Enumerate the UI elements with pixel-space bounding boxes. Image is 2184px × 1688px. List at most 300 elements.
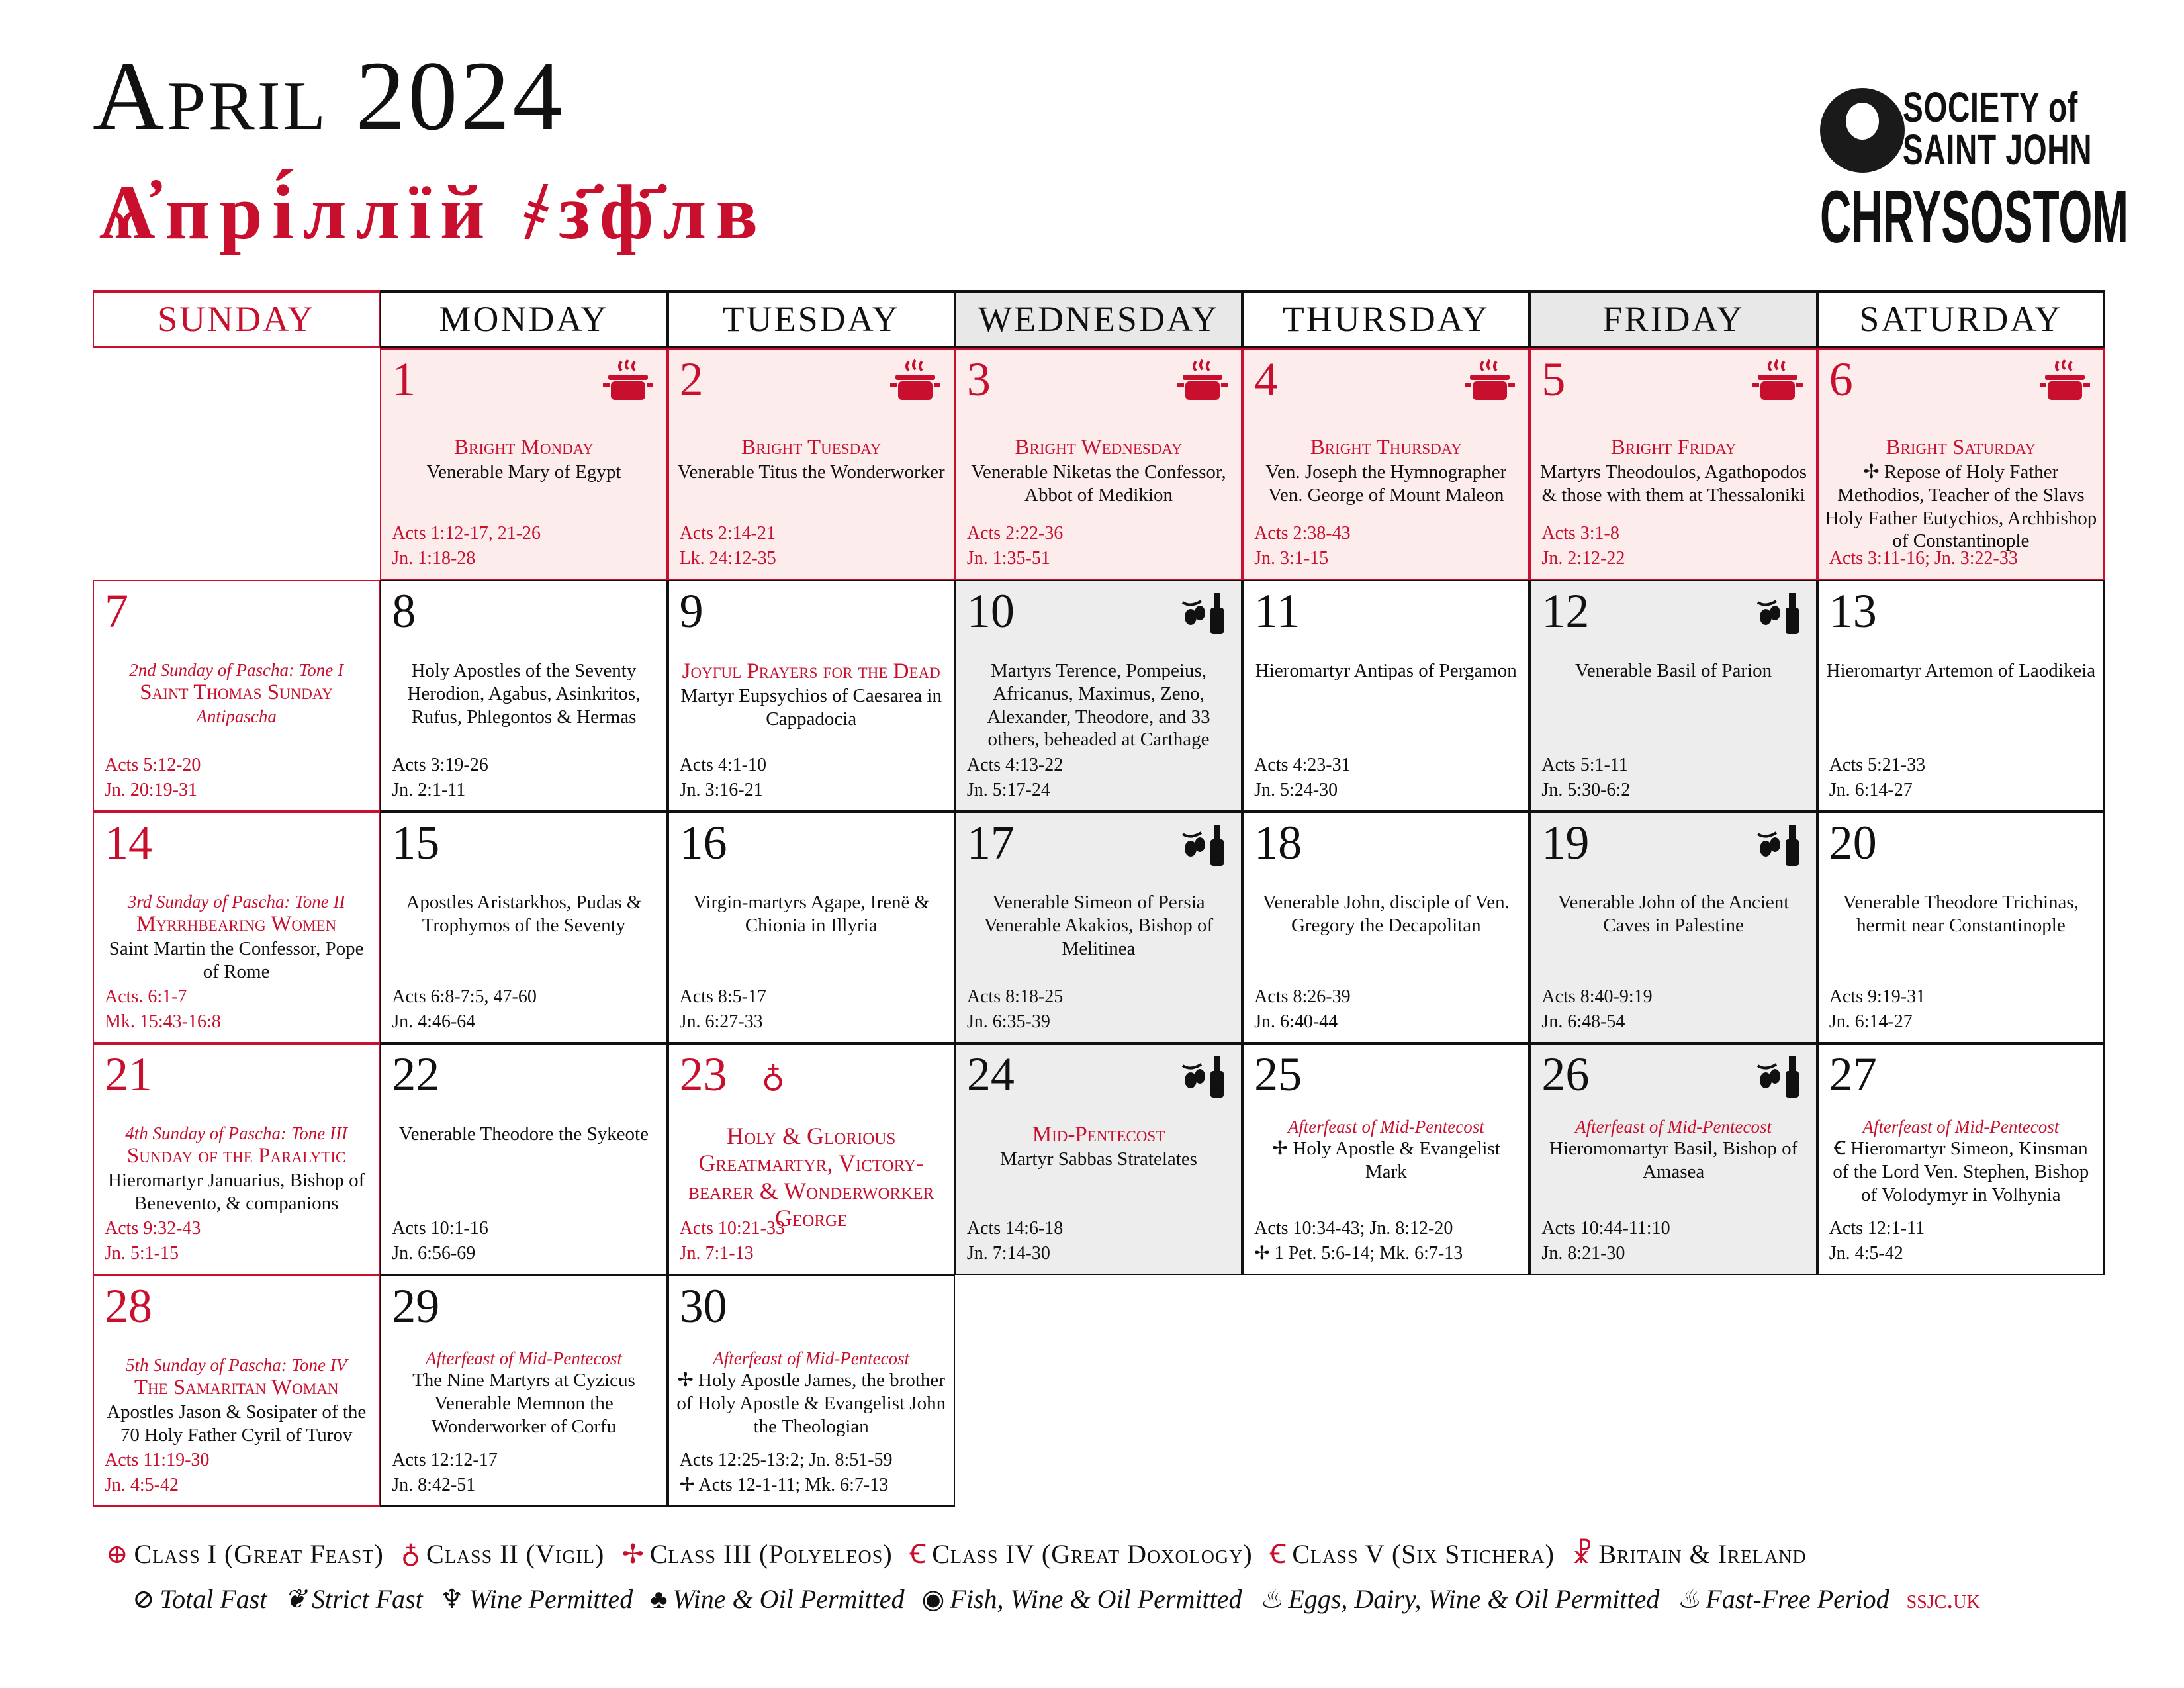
reading-line: Acts 8:26-39 [1254,986,1351,1007]
day-number: 7 [105,585,128,637]
wine-oil-icon [1176,821,1229,867]
day-cell-28 [93,1275,380,1507]
feast-note: 3rd Sunday of Pascha: Tone II [127,892,345,912]
wine-oil-icon [1751,1053,1804,1099]
reading-line: Jn. 5:30-6:2 [1541,780,1631,801]
legend-fast-item [1259,1584,1659,1614]
feast-title: Saint Thomas Sunday [140,680,333,705]
day-commemorations [387,1123,660,1146]
legend-class-item [401,1539,605,1569]
saints-text: Apostles Aristarkhos, Pudas & Trophymos of the Seventy [406,892,642,936]
reading-line: Acts 5:12-20 [105,754,201,775]
reading-line: Jn. 2:12-22 [1541,548,1625,569]
reading-line: Acts 4:1-10 [679,754,766,775]
day-number: 23 [679,1048,727,1101]
day-number: 4 [1254,353,1279,406]
scripture-readings [1254,1216,1463,1267]
legend-fast-icon: ♣ [650,1584,668,1614]
scripture-readings [105,753,201,804]
reading-line: Acts 10:44-11:10 [1541,1217,1670,1239]
reading-line: Jn. 1:35-51 [966,548,1050,569]
fast-free-icon [889,357,942,404]
day-cell-19 [1529,812,1817,1043]
saints-text: Saint Martin the Confessor, Pope of Rome [109,938,364,983]
reading-line: Jn. 3:16-21 [679,780,763,801]
scripture-readings [967,984,1063,1035]
reading-line: Acts 10:21-33 [679,1217,785,1239]
weekday-thursday: THURSDAY [1242,290,1529,348]
reading-line: Acts 8:18-25 [966,986,1064,1007]
scripture-readings [1254,521,1350,572]
day-commemorations [387,891,660,937]
reading-line: Jn. 4:5-42 [1829,1243,1903,1264]
legend-class-label: Class III (Polyeleos) [649,1539,893,1569]
legend-class-icon: Ꞓ [1269,1539,1287,1569]
reading-line: Acts 12:12-17 [392,1449,498,1470]
legend-fast-item [922,1584,1242,1614]
wine-oil-permitted-icon [1176,821,1229,867]
reading-line: Acts 4:23-31 [1254,754,1351,775]
scripture-readings [392,753,488,804]
day-cell-25 [1242,1043,1529,1275]
wine-oil-icon [1751,589,1804,635]
scripture-readings [680,1448,893,1499]
day-cell-11 [1242,580,1529,812]
legend-fast-label: Strict Fast [311,1584,423,1614]
saints-text: Virgin-martyrs Agape, Irenë & Chionia in Illyria [693,892,930,936]
day-commemorations [1249,659,1523,682]
day-number: 16 [679,816,727,869]
feast-note: Afterfeast of Mid-Pentecost [1287,1117,1484,1137]
day-number: 25 [1254,1048,1302,1101]
day-number: 24 [966,1048,1015,1101]
reading-line: Acts 9:19-31 [1829,986,1926,1007]
day-number: 17 [966,816,1015,869]
saints-text: Venerable John, disciple of Ven. Gregory the Decapolitan [1262,892,1510,936]
day-number: 27 [1829,1048,1877,1101]
day-number: 19 [1541,816,1590,869]
feast-note: Afterfeast of Mid-Pentecost [1862,1117,2060,1137]
day-commemorations [99,891,373,984]
wine-oil-permitted-icon [1176,589,1229,635]
site-link[interactable]: ssjc.uk [1906,1584,1980,1614]
fast-free-icon [1463,357,1516,404]
legend-class-item [1270,1539,1555,1569]
scripture-readings [1829,546,2018,572]
day-commemorations [1249,1116,1523,1184]
legend-class-icon: ☧ [1571,1539,1594,1569]
legend-fast-item [1676,1584,1889,1614]
fast-free-icon [1751,357,1804,404]
logo-line-3: CHRYSOSTOM [1820,175,2128,258]
day-commemorations [962,436,1236,507]
saints-text: Ven. Joseph the Hymnographer Ven. George of Mount Maleon [1265,461,1507,506]
reading-line: Acts 3:1-8 [1541,522,1619,543]
society-logo [1820,83,2128,261]
saints-text: ✢ Holy Apostle James, the brother of Holy Apostle & Evangelist John the Theologian [676,1370,946,1437]
saints-text: ✢ Holy Apostle & Evangelist Mark [1271,1138,1500,1183]
reading-line: Acts 2:14-21 [679,522,776,543]
fast-free-icon [1176,357,1229,404]
fast-free-pot-icon [2038,357,2091,404]
reading-line: Jn. 20:19-31 [105,780,197,801]
feast-subnote: Antipascha [196,706,277,727]
reading-line: Acts 4:13-22 [966,754,1064,775]
day-cell-29 [380,1275,667,1507]
day-cell-12 [1529,580,1817,812]
legend-fast-icon: ♆ [439,1584,464,1614]
wine-oil-permitted-icon [1751,821,1804,867]
day-commemorations [962,1123,1236,1171]
day-commemorations [387,1348,660,1438]
saints-text: Venerable Simeon of Persia Venerable Akakios, Bishop of Melitinea [983,892,1214,959]
day-number: 13 [1829,585,1877,637]
reading-line: Acts 10:34-43; Jn. 8:12-20 [1254,1217,1453,1239]
scripture-readings [1541,984,1652,1035]
scripture-readings [392,521,541,572]
reading-line: Acts 5:1-11 [1541,754,1628,775]
day-grid [93,348,2105,1507]
day-number: 3 [966,353,991,406]
day-number: 28 [105,1280,152,1333]
reading-line: Jn. 6:35-39 [966,1011,1050,1033]
saints-text: Holy Apostles of the Seventy Herodion, Agabus, Asinkritos, Rufus, Phlegontos & Hermas [407,660,641,727]
day-number: 11 [1254,585,1300,637]
scripture-readings [967,521,1063,572]
day-number: 29 [392,1280,440,1333]
saints-text: Martyr Sabbas Stratelates [1000,1148,1197,1170]
weekday-saturday: SATURDAY [1817,290,2105,348]
legend-class-item [106,1539,384,1569]
day-commemorations [674,1348,948,1438]
day-number: 1 [392,353,416,406]
legend-fast-icon: ♨ [1676,1584,1701,1614]
day-cell-16 [668,812,955,1043]
reading-line: Jn. 6:14-27 [1829,1011,1913,1033]
day-number: 6 [1829,353,1853,406]
legend-fast-item [440,1584,633,1614]
day-commemorations [1249,436,1523,507]
legend-fast-label: Fish, Wine & Oil Permitted [950,1584,1242,1614]
scripture-readings [680,984,766,1035]
day-number: 21 [105,1048,152,1101]
day-number: 8 [392,585,416,637]
day-number: 12 [1541,585,1590,637]
reading-line: Jn. 2:1-11 [392,780,466,801]
reading-line: Jn. 4:46-64 [392,1011,476,1033]
scripture-readings [105,1216,201,1267]
wine-oil-permitted-icon [1751,1053,1804,1099]
scripture-readings [1829,753,1925,804]
wine-oil-permitted-icon [1751,589,1804,635]
legend-class-item [910,1539,1253,1569]
day-number: 15 [392,816,440,869]
feast-note: 4th Sunday of Pascha: Tone III [125,1123,347,1143]
scripture-readings [1254,984,1350,1035]
fast-free-pot-icon [1463,357,1516,404]
day-cell-8 [380,580,667,812]
wine-oil-icon [1176,1053,1229,1099]
reading-line: Acts 2:38-43 [1254,522,1351,543]
day-cell-4 [1242,348,1529,580]
scripture-readings [967,1216,1063,1267]
scripture-readings [680,753,766,804]
day-commemorations [1536,891,1810,937]
day-cell-27 [1817,1043,2105,1275]
day-commemorations [1824,659,2098,682]
day-cell-22 [380,1043,667,1275]
legend-class-label: Class II (Vigil) [426,1539,605,1569]
saints-text: The Nine Martyrs at Cyzicus Venerable Memnon the Wonderworker of Corfu [412,1370,635,1437]
day-commemorations [99,1354,373,1447]
day-cell-18 [1242,812,1529,1043]
legend-fast-label: Fast-Free Period [1706,1584,1889,1614]
legend-class-icon: ⊕ [106,1539,129,1569]
reading-line: Acts 2:22-36 [966,522,1064,543]
day-number: 5 [1541,353,1566,406]
reading-line: Jn. 1:18-28 [392,548,476,569]
scripture-readings [392,1216,488,1267]
day-commemorations [1536,436,1810,507]
page-title: April 2024 [93,41,565,151]
fast-free-pot-icon [1176,357,1229,404]
saints-text: Venerable Niketas the Confessor, Abbot of Medikion [971,461,1226,506]
reading-line: Jn. 6:48-54 [1541,1011,1625,1033]
saints-text: Martyrs Terence, Pompeius, Africanus, Maximus, Zeno, Alexander, Theodore, and 33 others, beheaded at Carthage [987,660,1210,751]
legend-fast-icon: ♨ [1259,1584,1283,1614]
reading-line: Acts 8:40-9:19 [1541,986,1653,1007]
reading-line: Acts 12:25-13:2; Jn. 8:51-59 [679,1449,893,1470]
reading-line: Acts 14:6-18 [966,1217,1064,1239]
logo-line-2: SAINT JOHN [1903,126,2093,173]
legend-class-label: Class I (Great Feast) [134,1539,384,1569]
feast-title: Bright Tuesday [741,436,882,459]
reading-line: Acts 12:1-11 [1829,1217,1925,1239]
day-number: 2 [679,353,704,406]
legend-class-icon: Ꞓ [909,1539,927,1569]
day-cell-26 [1529,1043,1817,1275]
feast-note: Afterfeast of Mid-Pentecost [425,1348,622,1368]
reading-line: Acts 1:12-17, 21-26 [392,522,541,543]
day-cell-24 [955,1043,1242,1275]
logo-line-1: SOCIETY of [1903,83,2078,131]
day-cell-20 [1817,812,2105,1043]
scripture-readings [105,1448,209,1499]
day-commemorations [962,891,1236,960]
scripture-readings [680,1216,785,1267]
reading-line: Acts 10:1-16 [392,1217,488,1239]
saints-text: Venerable Mary of Egypt [426,461,621,483]
scripture-readings [1541,1216,1670,1267]
legend-class-icon: ♁ [400,1539,422,1569]
legend-fast-label: Eggs, Dairy, Wine & Oil Permitted [1288,1584,1660,1614]
legend-class-item [621,1539,892,1569]
legend-fast-item [284,1584,422,1614]
reading-line: ✢ Acts 12-1-11; Mk. 6:7-13 [679,1475,889,1496]
day-cell-9 [668,580,955,812]
reading-line: Jn. 8:42-51 [392,1475,476,1496]
scripture-readings [1829,984,1925,1035]
legend-class-label: Class V (Six Stichera) [1292,1539,1555,1569]
legend-fast-icon: ◉ [921,1584,945,1614]
wine-oil-icon [1176,589,1229,635]
scripture-readings [392,1448,497,1499]
reading-line: Acts 9:32-43 [105,1217,201,1239]
legend-classes [106,1534,1824,1571]
legend-fast-label: Wine & Oil Permitted [672,1584,905,1614]
saints-text: Hieromartyr Januarius, Bishop of Benevento, & companions [108,1170,365,1215]
reading-line: Acts. 6:1-7 [105,986,187,1007]
day-cell-21 [93,1043,380,1275]
day-commemorations [387,659,660,728]
day-cell-1 [380,348,667,580]
reading-line: Jn. 6:40-44 [1254,1011,1338,1033]
feast-note: Afterfeast of Mid-Pentecost [1575,1117,1772,1137]
feast-title: Sunday of the Paralytic [126,1144,346,1168]
day-commemorations [962,659,1236,751]
day-commemorations [674,891,948,937]
weekday-wednesday: WEDNESDAY [955,290,1242,348]
legend-class-label: Britain & Ireland [1598,1539,1807,1569]
scripture-readings [680,521,776,572]
scripture-readings [1541,753,1630,804]
slavonic-title: Ѧ҆прі́ллїй ҂з҃ф҃лв [99,169,768,256]
reading-line: Jn. 8:21-30 [1541,1243,1625,1264]
day-cell-23 [668,1043,955,1275]
reading-line: Acts 11:19-30 [105,1449,210,1470]
feast-title: Bright Friday [1610,436,1737,459]
saints-text: Martyr Eupsychios of Caesarea in Cappadocia [680,684,942,729]
day-cell-10 [955,580,1242,812]
legend-fast-icon: ⊘ [132,1584,155,1614]
feast-title: Myrrhbearing Women [136,912,337,937]
day-number: 9 [679,585,704,637]
feast-note: 2nd Sunday of Pascha: Tone I [129,660,343,680]
feast-title: Mid-Pentecost [1032,1123,1165,1147]
wine-oil-icon [1751,821,1804,867]
day-number: 10 [966,585,1015,637]
legend-fast-item [650,1584,904,1614]
legend-class-label: Class IV (Great Doxology) [932,1539,1253,1569]
day-commemorations [1824,891,2098,937]
reading-line: Acts 5:21-33 [1829,754,1926,775]
calendar-grid [93,290,2105,1507]
day-cell-30 [668,1275,955,1507]
reading-line: Mk. 15:43-16:8 [105,1011,221,1033]
saints-text: Venerable Basil of Parion [1574,660,1772,681]
day-cell-14 [93,812,380,1043]
day-number: 18 [1254,816,1302,869]
saints-text: Ꞓ Hieromartyr Simeon, Kinsman of the Lord Ven. Stephen, Bishop of Volodymyr in Volhynia [1833,1138,2089,1205]
scripture-readings [967,753,1063,804]
day-number: 26 [1541,1048,1590,1101]
reading-line: Acts 6:8-7:5, 47-60 [392,986,537,1007]
day-cell-7 [93,580,380,812]
day-commemorations [1249,891,1523,937]
day-commemorations [1536,1116,1810,1184]
day-commemorations [1536,659,1810,682]
feast-note: Afterfeast of Mid-Pentecost [713,1348,910,1368]
saints-text: Hieromartyr Antipas of Pergamon [1255,660,1517,681]
feast-title: Bright Thursday [1310,436,1462,459]
day-cell-2 [668,348,955,580]
reading-line: Jn. 6:56-69 [392,1243,476,1264]
day-cell-3 [955,348,1242,580]
saints-text: Hieromomartyr Basil, Bishop of Amasea [1549,1138,1798,1183]
reading-line: Jn. 5:17-24 [966,780,1050,801]
day-cell-17 [955,812,1242,1043]
empty-cell [93,348,380,580]
scripture-readings [392,984,537,1035]
feast-title: Bright Monday [454,436,594,459]
scripture-readings [1829,1216,1925,1267]
scripture-readings [1254,753,1350,804]
day-commemorations [674,436,948,484]
reading-line: Jn. 7:14-30 [966,1243,1050,1264]
day-commemorations [99,1123,373,1215]
fast-free-pot-icon [889,357,942,404]
legend-fast-item [132,1584,267,1614]
weekday-friday: FRIDAY [1529,290,1817,348]
saints-text: Venerable Theodore Trichinas, hermit near Constantinople [1843,892,2079,936]
saints-text: Apostles Jason & Sosipater of the 70 Holy Father Cyril of Turov [107,1401,367,1446]
feast-title: The Samaritan Woman [134,1376,339,1400]
day-number: 20 [1829,816,1877,869]
scripture-readings [105,984,221,1035]
day-cell-15 [380,812,667,1043]
fast-free-pot-icon [602,357,655,404]
legend-class-icon: ✢ [621,1539,645,1569]
icon-medallion [1820,88,1905,173]
day-commemorations [99,659,373,727]
legend-fasts [132,1583,1997,1615]
reading-line: ✢ 1 Pet. 5:6-14; Mk. 6:7-13 [1254,1243,1463,1264]
day-cell-6 [1817,348,2105,580]
day-commemorations [674,659,948,731]
fast-free-icon [2038,357,2091,404]
class-ii-vigil-icon: ♁ [761,1059,785,1094]
fast-free-icon [602,357,655,404]
weekday-sunday: SUNDAY [93,290,380,348]
day-number: 14 [105,816,152,869]
reading-line: Jn. 4:5-42 [105,1475,179,1496]
fast-free-pot-icon [1751,357,1804,404]
weekday-header-row [93,290,2105,348]
legend-fast-label: Total Fast [159,1584,267,1614]
saints-text: Martyrs Theodoulos, Agathopodos & those with them at Thessaloniki [1540,461,1807,506]
weekday-monday: MONDAY [380,290,667,348]
feast-title: Bright Wednesday [1015,436,1183,459]
scripture-readings [1541,521,1625,572]
reading-line: Acts 8:5-17 [679,986,766,1007]
saints-text: ✢ Repose of Holy Father Methodios, Teacher of the Slavs Holy Father Eutychios, Archbishop of Constantinople [1825,461,2097,552]
legend-fast-label: Wine Permitted [469,1584,633,1614]
legend-class-item [1572,1539,1807,1569]
saints-text: Venerable Theodore the Sykeote [398,1123,649,1145]
reading-line: Jn. 5:24-30 [1254,780,1338,801]
saints-text: Venerable Titus the Wonderworker [677,461,945,483]
saints-text: Hieromartyr Artemon of Laodikeia [1826,660,2096,681]
reading-line: Jn. 6:27-33 [679,1011,763,1033]
reading-line: Jn. 7:1-13 [679,1243,754,1264]
reading-line: Jn. 3:1-15 [1254,548,1329,569]
day-commemorations [387,436,660,484]
reading-line: Acts 3:19-26 [392,754,488,775]
day-commemorations [1824,436,2098,553]
day-cell-13 [1817,580,2105,812]
feast-title: Bright Saturday [1886,436,2036,459]
day-cell-5 [1529,348,1817,580]
